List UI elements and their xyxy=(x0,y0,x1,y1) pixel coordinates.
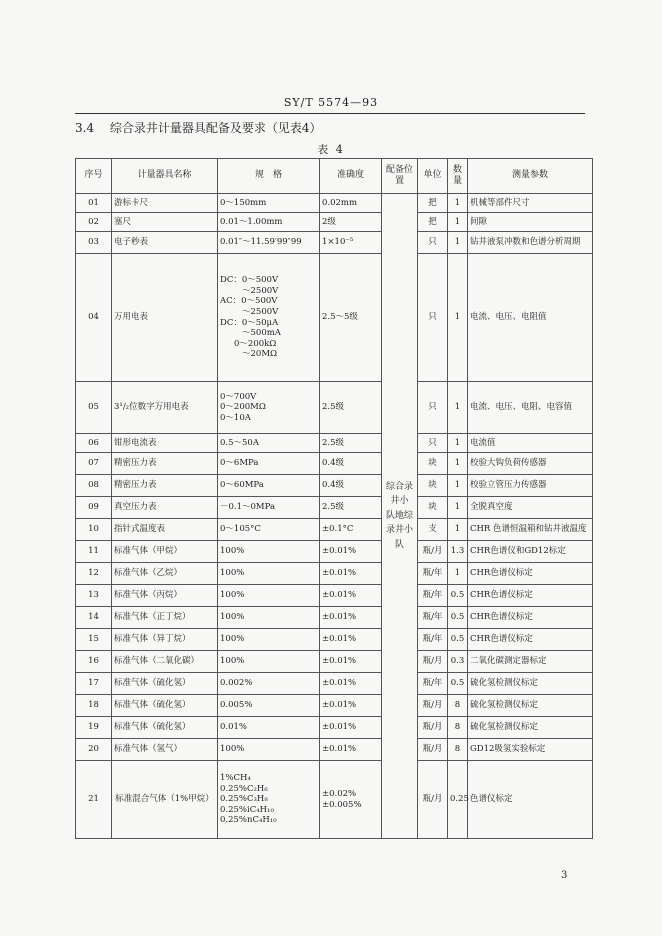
cell-param: GD12吸氢实验标定 xyxy=(468,739,593,761)
cell-name: 游标卡尺 xyxy=(112,194,218,213)
cell-no: 16 xyxy=(76,651,112,673)
cell-unit: 瓶/月 xyxy=(418,717,448,739)
cell-unit: 瓶/月 xyxy=(418,739,448,761)
cell-location: 综合录井小 队地综录井小 队 xyxy=(382,194,418,839)
cell-spec xyxy=(218,585,320,607)
cell-spec-line: 0.002% xyxy=(220,678,253,689)
equipment-table xyxy=(75,158,593,839)
cell-accuracy xyxy=(320,673,382,695)
cell-no: 12 xyxy=(76,563,112,585)
cell-param: 二氧化碳测定器标定 xyxy=(468,651,593,673)
cell-unit: 瓶/月 xyxy=(418,761,448,839)
cell-accuracy xyxy=(320,695,382,717)
cell-accuracy-line: 0.4级 xyxy=(322,458,345,469)
cell-param: 全脱真空度 xyxy=(468,497,593,519)
cell-unit: 块 xyxy=(418,475,448,497)
cell-no: 01 xyxy=(76,194,112,213)
cell-unit: 块 xyxy=(418,497,448,519)
cell-spec-line: 100% xyxy=(220,634,245,645)
cell-spec xyxy=(218,607,320,629)
table-row xyxy=(76,651,593,673)
cell-qty: 0.25 xyxy=(448,761,468,839)
table-row xyxy=(76,497,593,519)
cell-accuracy-line: ±0.01% xyxy=(322,590,357,601)
cell-unit: 只 xyxy=(418,232,448,254)
table-row xyxy=(76,761,593,839)
cell-spec-line: 0～150mm xyxy=(220,197,267,208)
cell-name: 万用电表 xyxy=(112,254,218,382)
cell-spec-line: －0.1～0MPa xyxy=(220,502,276,513)
col-header-qty: 数量 xyxy=(448,159,468,194)
cell-accuracy xyxy=(320,434,382,453)
cell-qty: 8 xyxy=(448,717,468,739)
cell-name: 塞尺 xyxy=(112,213,218,232)
cell-spec-line: ～500mA xyxy=(242,328,281,339)
cell-spec-line: DC：0～500V xyxy=(220,275,279,285)
col-header-spec: 规 格 xyxy=(218,159,320,194)
table-row xyxy=(76,541,593,563)
cell-param: 校验立管压力传感器 xyxy=(468,475,593,497)
cell-spec-line: 0.01% xyxy=(220,722,248,733)
cell-accuracy xyxy=(320,194,382,213)
cell-unit: 支 xyxy=(418,519,448,541)
cell-unit: 把 xyxy=(418,194,448,213)
cell-qty: 1 xyxy=(448,254,468,382)
cell-unit: 瓶/年 xyxy=(418,607,448,629)
cell-spec xyxy=(218,695,320,717)
cell-accuracy-line: ±0.01% xyxy=(322,700,357,711)
cell-spec-line: 0～105°C xyxy=(220,524,261,535)
document-code: SY/T 5574—93 xyxy=(283,96,379,109)
cell-name: 标准气体（正丁烷） xyxy=(112,607,218,629)
cell-unit: 块 xyxy=(418,453,448,475)
cell-param: CHR色谱仪标定 xyxy=(468,607,593,629)
cell-param: 电流、电压、电阻、电容值 xyxy=(468,382,593,434)
cell-name: 标准气体（丙烷） xyxy=(112,585,218,607)
cell-name: 标准气体（硫化氢） xyxy=(112,673,218,695)
table-title: 表 4 xyxy=(317,143,345,156)
section-title: 综合录井计量器具配备及要求（见表4） xyxy=(109,121,322,135)
cell-qty: 1 xyxy=(448,563,468,585)
cell-spec xyxy=(218,382,320,434)
cell-unit: 瓶/年 xyxy=(418,563,448,585)
table-row xyxy=(76,194,593,213)
cell-accuracy xyxy=(320,563,382,585)
cell-spec-line: 100% xyxy=(220,744,245,755)
cell-qty: 1 xyxy=(448,194,468,213)
cell-name: 标准气体（乙烷） xyxy=(112,563,218,585)
cell-param: CHR 色谱恒温箱和钻井液温度 xyxy=(468,519,593,541)
cell-spec-line: 0～200kΩ xyxy=(234,338,277,349)
cell-unit: 瓶/月 xyxy=(418,651,448,673)
table-row xyxy=(76,213,593,232)
cell-spec-line: 1%CH₄ xyxy=(220,772,251,783)
cell-accuracy-line: ±0.01% xyxy=(322,634,357,645)
cell-spec-line: 0.25%C₃H₈ xyxy=(220,794,268,805)
cell-qty: 0.5 xyxy=(448,673,468,695)
cell-accuracy xyxy=(320,541,382,563)
cell-spec-line: 0.25%iC₄H₁₀ xyxy=(220,804,274,815)
cell-spec-line: DC：0～50μA xyxy=(220,317,279,328)
cell-qty: 1 xyxy=(448,497,468,519)
table-row xyxy=(76,232,593,254)
cell-accuracy xyxy=(320,607,382,629)
cell-accuracy xyxy=(320,497,382,519)
table-row xyxy=(76,695,593,717)
cell-param: 校验大钩负荷传感器 xyxy=(468,453,593,475)
cell-spec-line: 100% xyxy=(220,546,245,557)
cell-no: 19 xyxy=(76,717,112,739)
cell-spec xyxy=(218,673,320,695)
page-number: 3 xyxy=(561,870,568,881)
cell-accuracy xyxy=(320,382,382,434)
cell-spec-line: 0～200MΩ xyxy=(220,402,266,413)
table-row xyxy=(76,254,593,382)
cell-accuracy-line: ±0.01% xyxy=(322,656,357,667)
cell-accuracy xyxy=(320,717,382,739)
cell-accuracy-line: ±0.005% xyxy=(322,799,362,810)
cell-spec-line: 0～60MPa xyxy=(220,480,264,491)
cell-accuracy-line: ±0.01% xyxy=(322,546,357,557)
cell-param: 间隙 xyxy=(468,213,593,232)
cell-accuracy-line: ±0.01% xyxy=(322,722,357,733)
cell-accuracy-line: ±0.02% xyxy=(322,788,357,799)
col-header-name: 计量器具名称 xyxy=(112,159,218,194)
cell-unit: 瓶/年 xyxy=(418,629,448,651)
table-row xyxy=(76,629,593,651)
cell-param: 硫化氢检测仪标定 xyxy=(468,673,593,695)
table-row xyxy=(76,382,593,434)
cell-name: 标准气体（硫化氢） xyxy=(112,717,218,739)
cell-accuracy-line: 2.5级 xyxy=(322,502,345,513)
cell-accuracy xyxy=(320,739,382,761)
cell-accuracy xyxy=(320,629,382,651)
cell-name: 标准气体（氢气） xyxy=(112,739,218,761)
cell-qty: 1 xyxy=(448,434,468,453)
cell-spec xyxy=(218,629,320,651)
cell-qty: 0.5 xyxy=(448,607,468,629)
cell-spec-line: 0.005% xyxy=(220,700,253,711)
cell-no: 13 xyxy=(76,585,112,607)
cell-name: 标准气体（异丁烷） xyxy=(112,629,218,651)
cell-spec-line: 0～10A xyxy=(220,412,251,423)
col-header-unit: 单位 xyxy=(418,159,448,194)
cell-accuracy-line: ±0.1°C xyxy=(322,524,354,535)
cell-unit: 瓶/年 xyxy=(418,673,448,695)
cell-spec xyxy=(218,761,320,839)
cell-no: 05 xyxy=(76,382,112,434)
cell-unit: 瓶/月 xyxy=(418,541,448,563)
cell-no: 07 xyxy=(76,453,112,475)
cell-accuracy-line: 2.5～5级 xyxy=(322,312,358,323)
cell-accuracy xyxy=(320,519,382,541)
cell-spec xyxy=(218,475,320,497)
cell-accuracy-line: 0.4级 xyxy=(322,480,345,491)
cell-qty: 0.3 xyxy=(448,651,468,673)
cell-spec xyxy=(218,453,320,475)
cell-spec xyxy=(218,497,320,519)
cell-name: 精密压力表 xyxy=(112,453,218,475)
cell-qty: 1.3 xyxy=(448,541,468,563)
cell-accuracy xyxy=(320,254,382,382)
cell-spec-line: 100% xyxy=(220,612,245,623)
cell-name: 标准气体（二氧化碳） xyxy=(112,651,218,673)
cell-param: CHR色谱仪标定 xyxy=(468,629,593,651)
cell-no: 21 xyxy=(76,761,112,839)
cell-spec xyxy=(218,739,320,761)
table-row xyxy=(76,607,593,629)
cell-accuracy xyxy=(320,475,382,497)
cell-spec xyxy=(218,717,320,739)
cell-spec-line: 0.25%nC₄H₁₀ xyxy=(220,815,277,826)
cell-accuracy-line: ±0.01% xyxy=(322,568,357,579)
cell-no: 04 xyxy=(76,254,112,382)
cell-name: 真空压力表 xyxy=(112,497,218,519)
cell-qty: 1 xyxy=(448,382,468,434)
cell-spec xyxy=(218,651,320,673)
cell-no: 09 xyxy=(76,497,112,519)
cell-param: CHR色谱仪和GD12标定 xyxy=(468,541,593,563)
cell-accuracy xyxy=(320,761,382,839)
cell-spec-line: 0.5～50A xyxy=(220,437,259,448)
cell-name: 标准气体（硫化氢） xyxy=(112,695,218,717)
cell-qty: 8 xyxy=(448,695,468,717)
cell-accuracy-line: ±0.01% xyxy=(322,612,357,623)
cell-spec xyxy=(218,213,320,232)
table-row xyxy=(76,717,593,739)
cell-accuracy xyxy=(320,213,382,232)
cell-spec xyxy=(218,194,320,213)
cell-spec-line: 0.01″～11.59′99″99 xyxy=(220,237,302,248)
cell-unit: 把 xyxy=(418,213,448,232)
col-header-accuracy: 准确度 xyxy=(320,159,382,194)
cell-accuracy xyxy=(320,585,382,607)
cell-unit: 瓶/月 xyxy=(418,695,448,717)
cell-param: 机械等部件尺寸 xyxy=(468,194,593,213)
cell-accuracy-line: 2.5级 xyxy=(322,402,345,413)
cell-no: 02 xyxy=(76,213,112,232)
cell-qty: 1 xyxy=(448,232,468,254)
cell-no: 08 xyxy=(76,475,112,497)
table-row xyxy=(76,739,593,761)
cell-accuracy-line: 2.5级 xyxy=(322,437,345,448)
cell-param: CHR色谱仪标定 xyxy=(468,563,593,585)
cell-spec xyxy=(218,254,320,382)
cell-accuracy-line: 1×10⁻⁵ xyxy=(322,237,354,248)
cell-accuracy xyxy=(320,453,382,475)
cell-qty: 8 xyxy=(448,739,468,761)
cell-spec-line: ～2500V xyxy=(242,306,279,317)
cell-param: 电流值 xyxy=(468,434,593,453)
section-number: 3.4 xyxy=(75,121,95,135)
table-body xyxy=(76,194,593,839)
header-rule xyxy=(75,113,585,114)
cell-name: 3¹/₂位数字万用电表 xyxy=(112,382,218,434)
col-header-location: 配备位置 xyxy=(382,159,418,194)
cell-spec-line: 0.25%C₂H₆ xyxy=(220,783,268,794)
cell-no: 11 xyxy=(76,541,112,563)
cell-no: 18 xyxy=(76,695,112,717)
cell-spec-line: 100% xyxy=(220,590,245,601)
cell-no: 10 xyxy=(76,519,112,541)
cell-spec-line: 0～6MPa xyxy=(220,458,259,469)
cell-spec-line: ～20MΩ xyxy=(242,349,278,360)
cell-spec-line: 0.01～1.00mm xyxy=(220,216,283,227)
cell-unit: 只 xyxy=(418,382,448,434)
cell-qty: 0.5 xyxy=(448,629,468,651)
cell-accuracy xyxy=(320,232,382,254)
cell-param: 硫化氢检测仪标定 xyxy=(468,717,593,739)
cell-qty: 1 xyxy=(448,475,468,497)
table-row xyxy=(76,563,593,585)
cell-no: 20 xyxy=(76,739,112,761)
cell-name: 钳形电流表 xyxy=(112,434,218,453)
cell-name: 指针式温度表 xyxy=(112,519,218,541)
cell-spec-line: 100% xyxy=(220,568,245,579)
cell-unit: 瓶/年 xyxy=(418,585,448,607)
col-header-param: 测量参数 xyxy=(468,159,593,194)
cell-param: 钻井液泵冲数和色谱分析周期 xyxy=(468,232,593,254)
cell-spec xyxy=(218,541,320,563)
cell-qty: 1 xyxy=(448,213,468,232)
cell-param: 硫化氢检测仪标定 xyxy=(468,695,593,717)
cell-spec-line: AC：0～500V xyxy=(220,296,278,307)
cell-param: 电流、电压、电阻值 xyxy=(468,254,593,382)
cell-spec xyxy=(218,563,320,585)
cell-name: 精密压力表 xyxy=(112,475,218,497)
cell-qty: 1 xyxy=(448,519,468,541)
cell-accuracy-line: ±0.01% xyxy=(322,744,357,755)
section-heading xyxy=(75,119,322,136)
cell-spec xyxy=(218,434,320,453)
cell-accuracy-line: 2级 xyxy=(322,216,336,227)
cell-no: 06 xyxy=(76,434,112,453)
cell-param: 色谱仪标定 xyxy=(468,761,593,839)
cell-no: 14 xyxy=(76,607,112,629)
cell-spec-line: 0～700V xyxy=(220,391,257,402)
cell-no: 15 xyxy=(76,629,112,651)
table-row xyxy=(76,475,593,497)
col-header-no: 序号 xyxy=(76,159,112,194)
cell-spec-line: 100% xyxy=(220,656,245,667)
cell-spec xyxy=(218,232,320,254)
cell-name: 电子秒表 xyxy=(112,232,218,254)
cell-name: 标准气体（甲烷） xyxy=(112,541,218,563)
table-row xyxy=(76,519,593,541)
cell-unit: 只 xyxy=(418,254,448,382)
table-row xyxy=(76,585,593,607)
cell-accuracy-line: ±0.01% xyxy=(322,678,357,689)
cell-spec xyxy=(218,519,320,541)
cell-unit: 只 xyxy=(418,434,448,453)
cell-accuracy xyxy=(320,651,382,673)
cell-qty: 0.5 xyxy=(448,585,468,607)
cell-param: CHR色谱仪标定 xyxy=(468,585,593,607)
cell-qty: 1 xyxy=(448,453,468,475)
table-header-row xyxy=(76,159,593,194)
cell-spec-line: ～2500V xyxy=(242,285,279,296)
table-row xyxy=(76,673,593,695)
table-row xyxy=(76,453,593,475)
table-row xyxy=(76,434,593,453)
cell-no: 17 xyxy=(76,673,112,695)
cell-no: 03 xyxy=(76,232,112,254)
cell-accuracy-line: 0.02mm xyxy=(322,197,358,208)
cell-name: 标准混合气体（1%甲烷） xyxy=(112,761,218,839)
